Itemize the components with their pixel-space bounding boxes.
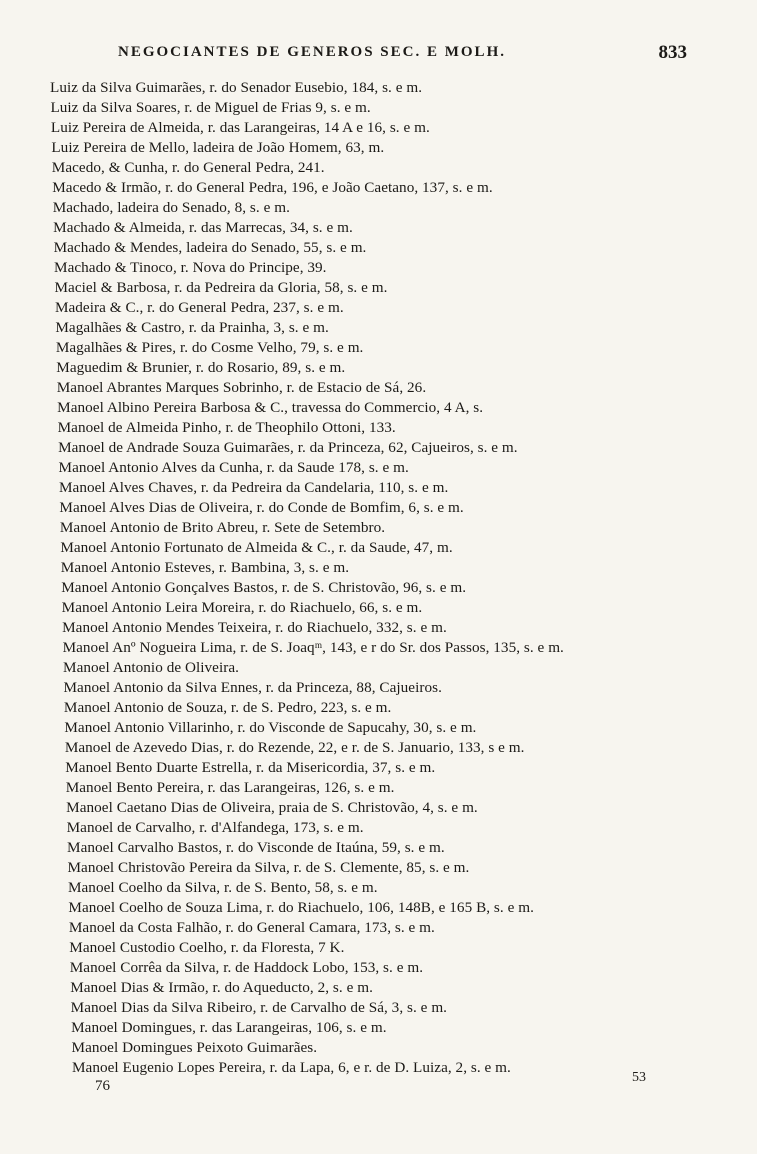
list-item: Machado & Tinoco, r. Nova do Principe, 39.: [54, 259, 327, 276]
list-item: Maguedim & Brunier, r. do Rosario, 89, s. e m.: [56, 359, 346, 376]
list-item: Macedo, & Cunha, r. do General Pedra, 241.: [51, 159, 325, 176]
list-item: Macedo & Irmão, r. do General Pedra, 196, e João Caetano, 137, s. e m.: [52, 179, 493, 196]
list-item: Manoel Antonio de Oliveira.: [63, 659, 239, 676]
list-item: Manoel de Azevedo Dias, r. do Rezende, 22, e r. de S. Januario, 133, s e m.: [64, 739, 525, 756]
list-item: Luiz Pereira de Almeida, r. das Larangeiras, 14 A e 16, s. e m.: [50, 119, 430, 136]
list-item: Machado & Almeida, r. das Marrecas, 34, s. e m.: [53, 219, 353, 236]
list-item: Manoel Abrantes Marques Sobrinho, r. de Estacio de Sá, 26.: [56, 379, 427, 396]
list-item: Luiz da Silva Soares, r. de Miguel de Frias 9, s. e m.: [50, 99, 371, 116]
list-item: Manoel Alves Dias de Oliveira, r. do Conde de Bomfim, 6, s. e m.: [59, 499, 464, 516]
running-title: NEGOCIANTES DE GENEROS SEC. E MOLH.: [118, 44, 506, 60]
list-item: Manoel Antonio Esteves, r. Bambina, 3, s. e m.: [60, 559, 350, 576]
list-item: Manoel Dias da Silva Ribeiro, r. de Carvalho de Sá, 3, s. e m.: [70, 999, 448, 1016]
list-item: Manoel Coelho da Silva, r. de S. Bento, 58, s. e m.: [67, 879, 378, 896]
list-item: Luiz Pereira de Mello, ladeira de João Homem, 63, m.: [51, 139, 385, 156]
list-item: Manoel Antonio Alves da Cunha, r. da Saude 178, s. e m.: [58, 459, 409, 476]
list-item: Manoel Carvalho Bastos, r. do Visconde de Itaúna, 59, s. e m.: [67, 839, 445, 856]
list-item: Manoel Domingues Peixoto Guimarães.: [71, 1039, 318, 1056]
list-item: Manoel Antonio Gonçalves Bastos, r. de S. Christovão, 96, s. e m.: [61, 579, 467, 596]
list-item: Manoel Albino Pereira Barbosa & C., travessa do Commercio, 4 A, s.: [57, 399, 484, 416]
list-item: Manoel Custodio Coelho, r. da Floresta, 7 K.: [69, 939, 345, 956]
list-item: Manoel Bento Pereira, r. das Larangeiras, 126, s. e m.: [65, 779, 395, 796]
list-item: Manoel de Andrade Souza Guimarães, r. da Princeza, 62, Cajueiros, s. e m.: [58, 439, 518, 456]
list-item: Manoel Antonio Mendes Teixeira, r. do Riachuelo, 332, s. e m.: [62, 619, 447, 636]
list-item: Manoel Christovão Pereira da Silva, r. de S. Clemente, 85, s. e m.: [67, 859, 470, 876]
list-item: Manoel de Carvalho, r. d'Alfandega, 173, s. e m.: [66, 819, 364, 836]
list-item: Machado & Mendes, ladeira do Senado, 55, s. e m.: [53, 239, 367, 256]
list-item: Manoel Antonio de Souza, r. de S. Pedro, 223, s. e m.: [63, 699, 392, 716]
list-item: Manoel Antonio Fortunato de Almeida & C., r. da Saude, 47, m.: [60, 539, 453, 556]
list-item: Manoel Domingues, r. das Larangeiras, 106, s. e m.: [71, 1019, 387, 1036]
list-item: Manoel de Almeida Pinho, r. de Theophilo Ottoni, 133.: [57, 419, 396, 436]
list-item: Manoel da Costa Falhão, r. do General Camara, 173, s. e m.: [68, 919, 435, 936]
list-item: Machado, ladeira do Senado, 8, s. e m.: [52, 199, 290, 216]
list-item: Manoel Alves Chaves, r. da Pedreira da Candelaria, 110, s. e m.: [58, 479, 449, 496]
list-item: Magalhães & Castro, r. da Prainha, 3, s. e m.: [55, 319, 329, 336]
list-item: Manoel Eugenio Lopes Pereira, r. da Lapa, 6, e r. de D. Luiza, 2, s. e m.: [72, 1059, 511, 1076]
list-item: Magalhães & Pires, r. do Cosme Velho, 79, s. e m.: [55, 339, 364, 356]
list-item: Madeira & C., r. do General Pedra, 237, s. e m.: [54, 299, 344, 316]
list-item: Manoel Bento Duarte Estrella, r. da Misericordia, 37, s. e m.: [65, 759, 436, 776]
signature-mark-left: 76: [95, 1078, 110, 1094]
list-item: Manoel Anº Nogueira Lima, r. de S. Joaqᵐ, 143, e r do Sr. dos Passos, 135, s. e m.: [62, 639, 564, 656]
page-number: 833: [658, 42, 687, 63]
list-item: Manoel Antonio Leira Moreira, r. do Riachuelo, 66, s. e m.: [61, 599, 423, 616]
list-item: Manoel Antonio da Silva Ennes, r. da Princeza, 88, Cajueiros.: [63, 679, 442, 696]
page-header: [118, 44, 687, 68]
signature-mark-right: 53: [632, 1070, 646, 1085]
list-item: Luiz da Silva Guimarães, r. do Senador Eusebio, 184, s. e m.: [50, 79, 423, 96]
list-item: Manoel Corrêa da Silva, r. de Haddock Lobo, 153, s. e m.: [69, 959, 424, 976]
list-item: Manoel Dias & Irmão, r. do Aqueducto, 2, s. e m.: [70, 979, 373, 996]
list-item: Manoel Caetano Dias de Oliveira, praia de S. Christovão, 4, s. e m.: [66, 799, 478, 816]
list-item: Manoel Antonio de Brito Abreu, r. Sete de Setembro.: [59, 519, 386, 536]
list-item: Manoel Antonio Villarinho, r. do Visconde de Sapucahy, 30, s. e m.: [64, 719, 477, 736]
list-item: Maciel & Barbosa, r. da Pedreira da Gloria, 58, s. e m.: [54, 279, 388, 296]
list-item: Manoel Coelho de Souza Lima, r. do Riachuelo, 106, 148B, e 165 B, s. e m.: [68, 899, 534, 916]
